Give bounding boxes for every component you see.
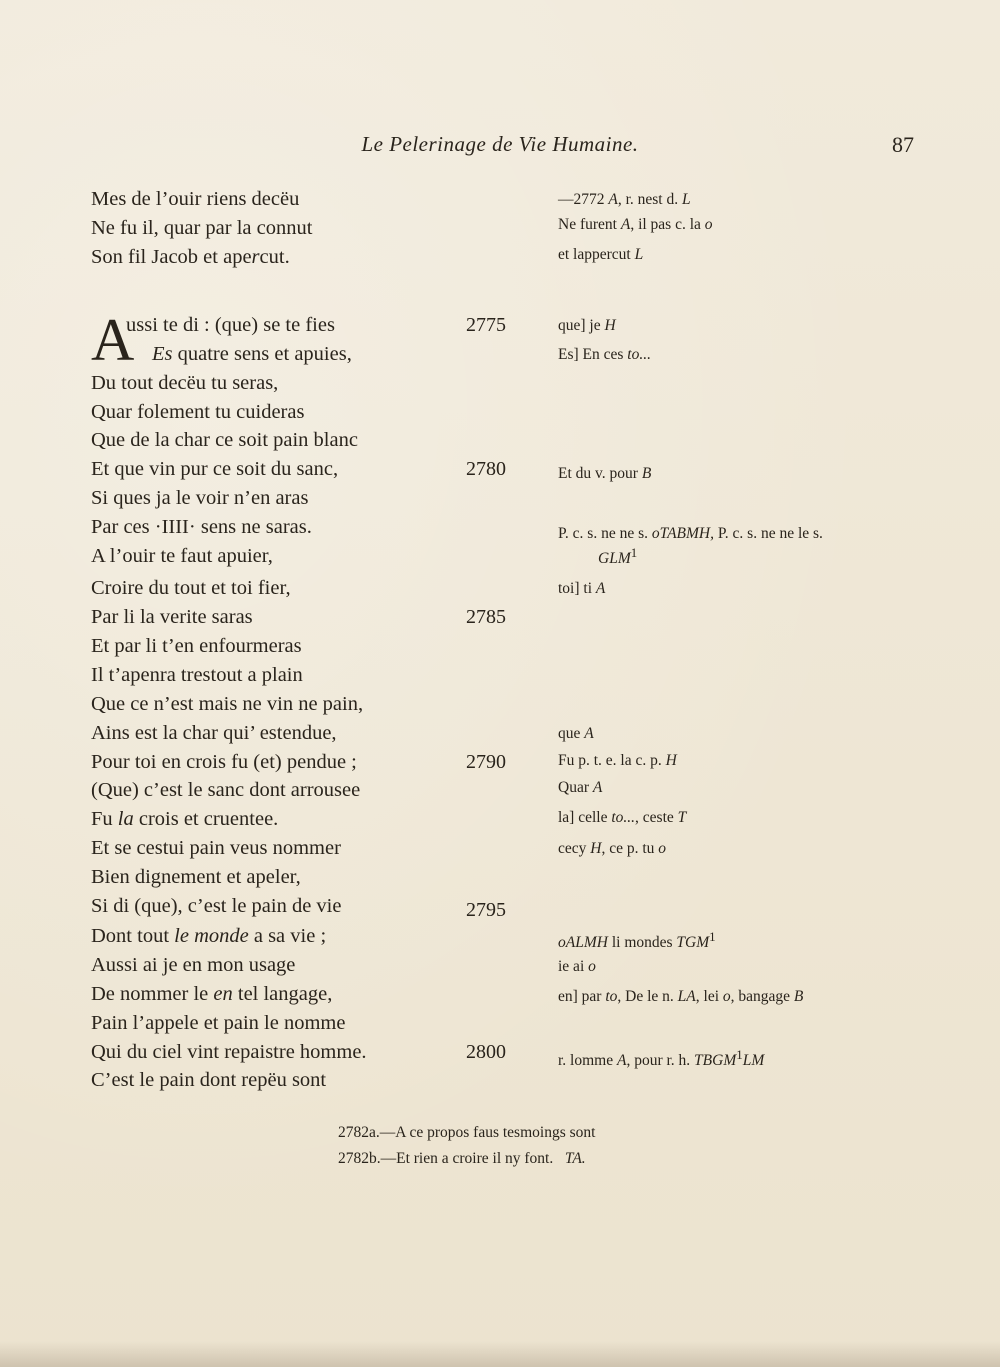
verse-line: Quar folement tu cuideras <box>91 401 305 423</box>
verse-line: Aussi ai je en mon usage <box>91 954 296 976</box>
verse-line: Ains est la char qui’ estendue, <box>91 722 337 744</box>
verse-line: ussi te di : (que) se te fies <box>126 314 335 336</box>
variant-note: toi] ti A <box>558 580 606 597</box>
verse-line: De nommer le en tel langage, <box>91 983 333 1005</box>
verse-line: Il t’apenra trestout a plain <box>91 664 303 686</box>
verse-line: Pain l’appele et pain le nomme <box>91 1012 346 1034</box>
verse-line: Bien dignement et apeler, <box>91 866 301 888</box>
verse-line: Fu la crois et cruentee. <box>91 808 279 830</box>
variant-note: oALMH li mondes TGM$^1$ <box>558 929 716 952</box>
variant-note: r. lomme A, pour r. h. TBGM$^1$LM <box>558 1047 765 1070</box>
verse-line: Que de la char ce soit pain blanc <box>91 429 358 451</box>
footnote: 2782b.—Et rien a croire il ny font. TA. <box>338 1150 586 1167</box>
variant-note: que] je H <box>558 317 616 334</box>
verse-line: Que ce n’est mais ne vin ne pain, <box>91 693 364 715</box>
variant-note: Et du v. pour B <box>558 465 652 482</box>
variant-note: ie ai o <box>558 958 596 975</box>
variant-note: —2772 A, r. nest d. L <box>558 191 691 208</box>
verse-line: Par li la verite saras <box>91 606 253 628</box>
line-number: 2785 <box>466 606 506 628</box>
verse-line: Si di (que), c’est le pain de vie <box>91 895 342 917</box>
dropcap-initial: A <box>91 307 135 373</box>
variant-note: P. c. s. ne ne s. oTABMH, P. c. s. ne ne le s. <box>558 525 823 542</box>
line-number: 2795 <box>466 899 506 921</box>
verse-line: Du tout decëu tu seras, <box>91 372 279 394</box>
variant-note: en] par to, De le n. LA, lei o, bangage B <box>558 988 804 1005</box>
line-number: 2790 <box>466 751 506 773</box>
variant-note: Ne furent A, il pas c. la o <box>558 216 713 233</box>
verse-line: Si ques ja le voir n’en aras <box>91 487 309 509</box>
verse-line: Croire du tout et toi fier, <box>91 577 291 599</box>
variant-note: Quar A <box>558 779 603 796</box>
verse-line: Dont tout le monde a sa vie ; <box>91 925 327 947</box>
verse-line: Qui du ciel vint repaistre homme. <box>91 1041 367 1063</box>
verse-line: Ne fu il, quar par la connut <box>91 217 313 239</box>
variant-note: cecy H, ce p. tu o <box>558 840 667 857</box>
variant-note: que A <box>558 725 594 742</box>
variant-note: la] celle to..., ceste T <box>558 809 687 826</box>
page-header <box>0 132 1000 162</box>
verse-line: Et se cestui pain veus nommer <box>91 837 341 859</box>
footnote: 2782a.—A ce propos faus tesmoings sont <box>338 1124 596 1141</box>
variant-note: Es] En ces to... <box>558 346 651 363</box>
verse-line: Mes de l’ouir riens decëu <box>91 188 300 210</box>
running-title: Le Pelerinage de Vie Humaine. <box>361 132 639 156</box>
verse-line: C’est le pain dont repëu sont <box>91 1069 327 1091</box>
line-number: 2800 <box>466 1041 506 1063</box>
verse-line: Son fil Jacob et apercut. <box>91 246 290 268</box>
variant-note: GLM$^1$ <box>598 545 638 568</box>
verse-line: Et que vin pur ce soit du sanc, <box>91 458 339 480</box>
page-bottom-edge <box>0 1341 1000 1367</box>
verse-line: Es quatre sens et apuies, <box>152 343 352 365</box>
verse-line: Pour toi en crois fu (et) pendue ; <box>91 751 357 773</box>
line-number: 2780 <box>466 458 506 480</box>
verse-line: (Que) c’est le sanc dont arrousee <box>91 779 361 801</box>
line-number: 2775 <box>466 314 506 336</box>
variant-note: Fu p. t. e. la c. p. H <box>558 752 677 769</box>
variant-note: et lappercut L <box>558 246 644 263</box>
verse-line: Par ces ·IIII· sens ne saras. <box>91 516 312 538</box>
page-number: 87 <box>892 132 914 157</box>
verse-line: Et par li t’en enfourmeras <box>91 635 302 657</box>
verse-line: A l’ouir te faut apuier, <box>91 545 273 567</box>
